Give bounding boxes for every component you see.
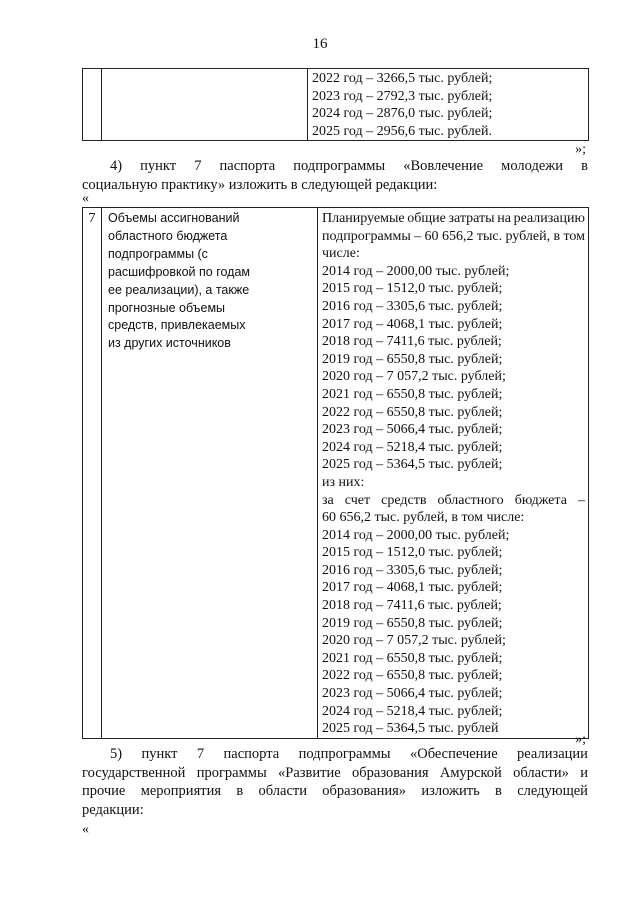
paragraph-4 bbox=[82, 157, 588, 194]
year-line: 2025 год – 2956,6 тыс. рублей. bbox=[312, 123, 492, 139]
year-line: 2015 год – 1512,0 тыс. рублей; bbox=[322, 545, 503, 561]
table-cell-label bbox=[102, 208, 318, 739]
closing-quote: »; bbox=[575, 142, 586, 157]
paragraph-line: государственной программы «Развитие образования Амурской области» и bbox=[82, 764, 588, 781]
year-line: 2022 год – 6550,8 тыс. рублей; bbox=[322, 668, 503, 684]
year-line: 2023 год – 5066,4 тыс. рублей; bbox=[322, 422, 503, 438]
year-line: 2016 год – 3305,6 тыс. рублей; bbox=[322, 298, 503, 314]
year-line: 2014 год – 2000,00 тыс. рублей; bbox=[322, 263, 510, 279]
paragraph-line: социальную практику» изложить в следующей редакции: bbox=[82, 176, 438, 193]
paragraph-line: 5) пункт 7 паспорта подпрограммы «Обеспечение реализации bbox=[110, 746, 588, 762]
intro-line: Планируемые общие затраты на реализацию bbox=[322, 211, 585, 226]
year-line: 2024 год – 5218,4 тыс. рублей; bbox=[322, 439, 503, 455]
label-line: Объемы ассигнований bbox=[108, 211, 240, 225]
label-line: расшифровкой по годам bbox=[108, 264, 251, 279]
regional-line: за счет средств областного бюджета – bbox=[322, 492, 585, 508]
year-line: 2020 год – 7 057,2 тыс. рублей; bbox=[322, 633, 506, 649]
opening-quote: « bbox=[82, 822, 89, 837]
paragraph-line: прочие мероприятия в области образования» изложить в следующей bbox=[82, 783, 588, 799]
year-line: 2025 год – 5364,5 тыс. рублей bbox=[322, 721, 499, 737]
year-line: 2015 год – 1512,0 тыс. рублей; bbox=[322, 281, 503, 297]
intro-line: подпрограммы – 60 656,2 тыс. рублей, в том bbox=[322, 228, 585, 244]
year-line: 2021 год – 6550,8 тыс. рублей; bbox=[322, 386, 503, 402]
label-line: подпрограммы (с bbox=[108, 246, 208, 261]
opening-quote: « bbox=[82, 191, 89, 206]
closing-quote: »; bbox=[575, 732, 586, 747]
year-line: 2025 год – 5364,5 тыс. рублей; bbox=[322, 457, 503, 473]
year-line: 2023 год – 2792,3 тыс. рублей; bbox=[312, 88, 493, 104]
table-cell-num: 7 bbox=[83, 208, 102, 739]
of-them-line: из них: bbox=[322, 474, 365, 490]
year-line: 2017 год – 4068,1 тыс. рублей; bbox=[322, 580, 503, 596]
label-line: прогнозные объемы bbox=[108, 300, 226, 315]
paragraph-line: редакции: bbox=[82, 801, 144, 818]
year-line: 2018 год – 7411,6 тыс. рублей; bbox=[322, 334, 502, 350]
year-line: 2020 год – 7 057,2 тыс. рублей; bbox=[322, 369, 506, 385]
page-number: 16 bbox=[312, 36, 328, 52]
table-cell-values bbox=[308, 69, 589, 141]
table-cell-values bbox=[318, 208, 589, 739]
paragraph-line: 4) пункт 7 паспорта подпрограммы «Вовлечение молодежи в bbox=[110, 158, 588, 174]
intro-line: числе: bbox=[322, 246, 360, 262]
regional-line: 60 656,2 тыс. рублей, в том числе: bbox=[322, 510, 525, 526]
label-line: ее реализации), а также bbox=[108, 282, 250, 297]
passport-table bbox=[82, 207, 589, 739]
year-line: 2014 год – 2000,00 тыс. рублей; bbox=[322, 527, 510, 543]
label-line: областного бюджета bbox=[108, 228, 228, 243]
year-line: 2024 год – 5218,4 тыс. рублей; bbox=[322, 703, 503, 719]
year-line: 2021 год – 6550,8 тыс. рублей; bbox=[322, 650, 503, 666]
year-line: 2023 год – 5066,4 тыс. рублей; bbox=[322, 686, 503, 702]
year-line: 2017 год – 4068,1 тыс. рублей; bbox=[322, 316, 503, 332]
label-line: из других источников bbox=[108, 336, 231, 351]
year-line: 2016 год – 3305,6 тыс. рублей; bbox=[322, 562, 503, 578]
year-line: 2022 год – 3266,5 тыс. рублей; bbox=[312, 71, 493, 86]
year-line: 2024 год – 2876,0 тыс. рублей; bbox=[312, 106, 493, 122]
year-line: 2019 год – 6550,8 тыс. рублей; bbox=[322, 351, 503, 367]
continuation-table bbox=[82, 68, 589, 141]
table-cell-label bbox=[102, 69, 308, 141]
table-cell-num bbox=[83, 69, 102, 141]
year-line: 2022 год – 6550,8 тыс. рублей; bbox=[322, 404, 503, 420]
paragraph-5 bbox=[82, 745, 588, 819]
year-line: 2018 год – 7411,6 тыс. рублей; bbox=[322, 598, 502, 614]
label-line: средств, привлекаемых bbox=[108, 318, 246, 333]
year-line: 2019 год – 6550,8 тыс. рублей; bbox=[322, 615, 503, 631]
